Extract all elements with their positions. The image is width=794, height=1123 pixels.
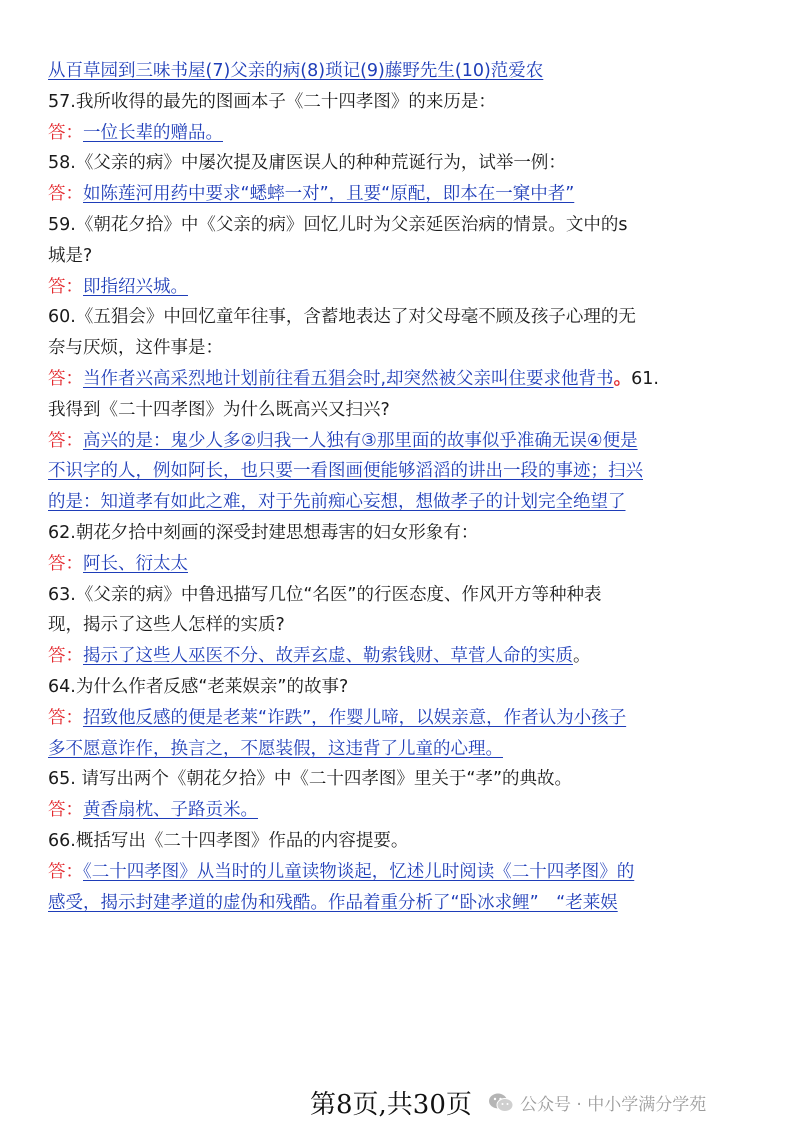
answer-text: 从百草园到三味书屋(7)父亲的病(8)琐记(9)藤野先生(10)范爱农 [48,61,544,81]
document-body [48,56,738,918]
question-text: 59.《朝花夕拾》中《父亲的病》回忆儿时为父亲延医治病的情景。文中的s [48,214,628,235]
text-line [48,703,738,734]
text-line [48,580,738,611]
answer-label: 答： [48,122,83,143]
answer-label: 答： [48,184,83,205]
text-line [48,426,738,457]
question-text: 63.《父亲的病》中鲁迅描写几位“名医”的行医态度、作风开方等种种表 [48,584,602,605]
text-line [48,764,738,795]
answer-text: 揭示了这些人巫医不分、故弄玄虚、勒索钱财、草菅人命的实质 [83,646,573,667]
text-line [48,148,738,179]
text-line [48,302,738,333]
punctuation-mark: 。 [613,368,632,389]
question-text: 60.《五猖会》中回忆童年往事，含蓄地表达了对父母毫不顾及孩子心理的无 [48,307,636,328]
question-text: 58.《父亲的病》中屡次提及庸医误人的种种荒诞行为，试举一例： [48,153,566,174]
text-line [48,672,738,703]
answer-text: 阿长、衍太太 [83,553,188,574]
answer-text: 感受，揭示封建孝道的虚伪和残酷。作品着重分析了“卧冰求鲤” “老莱娱 [48,892,618,913]
text-line [48,795,738,826]
answer-label: 答： [48,646,83,667]
text-line [48,826,738,857]
text-line [48,610,738,641]
answer-label: 答： [48,861,83,882]
watermark-text: 公众号 · 中小学满分学苑 [520,1095,707,1115]
answer-text: 黄香扇枕、子路贡米。 [83,800,258,821]
question-text: 。 [573,646,591,667]
question-text: 我得到《二十四孝图》为什么既高兴又扫兴? [48,399,390,420]
answer-text: 不识字的人，例如阿长，也只要一看图画便能够滔滔的讲出一段的事迹；扫兴 [48,461,643,482]
text-line [48,210,738,241]
question-text: 57.我所收得的最先的图画本子《二十四孝图》的来历是： [48,91,496,112]
answer-text: 《二十四孝图》从当时的儿童读物谈起，忆述儿时阅读《二十四孝图》的 [83,861,635,882]
answer-text: 招致他反感的便是老莱“诈跌”，作婴儿啼，以娱亲意，作者认为小孩子 [83,707,627,728]
answer-label: 答： [48,707,83,728]
watermark [488,1090,706,1115]
text-line [48,641,738,672]
text-line [48,118,738,149]
answer-text: 即指绍兴城。 [83,276,188,297]
page-number: 第8页,共30页 [310,1090,472,1120]
answer-text: 一位长辈的赠品。 [83,122,223,143]
answer-label: 答： [48,800,83,821]
text-line [48,395,738,426]
answer-text: 当作者兴高采烈地计划前往看五猖会时,却突然被父亲叫住要求他背书 [83,368,614,389]
text-line [48,333,738,364]
text-line [48,456,738,487]
text-line [48,487,738,518]
wechat-icon [488,1092,514,1114]
text-line [48,272,738,303]
text-line [48,888,738,919]
question-text: 城是? [48,245,93,266]
page-footer [0,1082,794,1122]
question-text: 66.概括写出《二十四孝图》作品的内容提要。 [48,830,409,851]
answer-text: 的是：知道孝有如此之难，对于先前痴心妄想，想做孝子的计划完全绝望了 [48,492,626,513]
answer-label: 答： [48,553,83,574]
answer-label: 答： [48,430,83,451]
question-text: 现，揭示了这些人怎样的实质? [48,615,285,636]
question-text: 65. 请写出两个《朝花夕拾》中《二十四孝图》里关于“孝”的典故。 [48,769,573,790]
answer-text: 多不愿意诈作，换言之，不愿装假，这违背了儿童的心理。 [48,738,503,759]
answer-label: 答： [48,368,83,389]
question-text: 62.朝花夕拾中刻画的深受封建思想毒害的妇女形象有： [48,522,479,543]
text-line [48,549,738,580]
text-line [48,56,738,87]
text-line [48,179,738,210]
answer-text: 如陈莲河用药中要求“蟋蟀一对”，且要“原配，即本在一窠中者” [83,184,575,205]
text-line [48,364,738,395]
question-text: 奈与厌烦，这件事是： [48,338,223,359]
answer-label: 答： [48,276,83,297]
text-line [48,518,738,549]
question-text: 61. [631,368,659,389]
text-line [48,734,738,765]
answer-text: 高兴的是：鬼少人多②归我一人独有③那里面的故事似乎准确无误④便是 [83,430,638,451]
text-line [48,857,738,888]
question-text: 64.为什么作者反感“老莱娱亲”的故事? [48,676,349,697]
text-line [48,241,738,272]
text-line [48,87,738,118]
